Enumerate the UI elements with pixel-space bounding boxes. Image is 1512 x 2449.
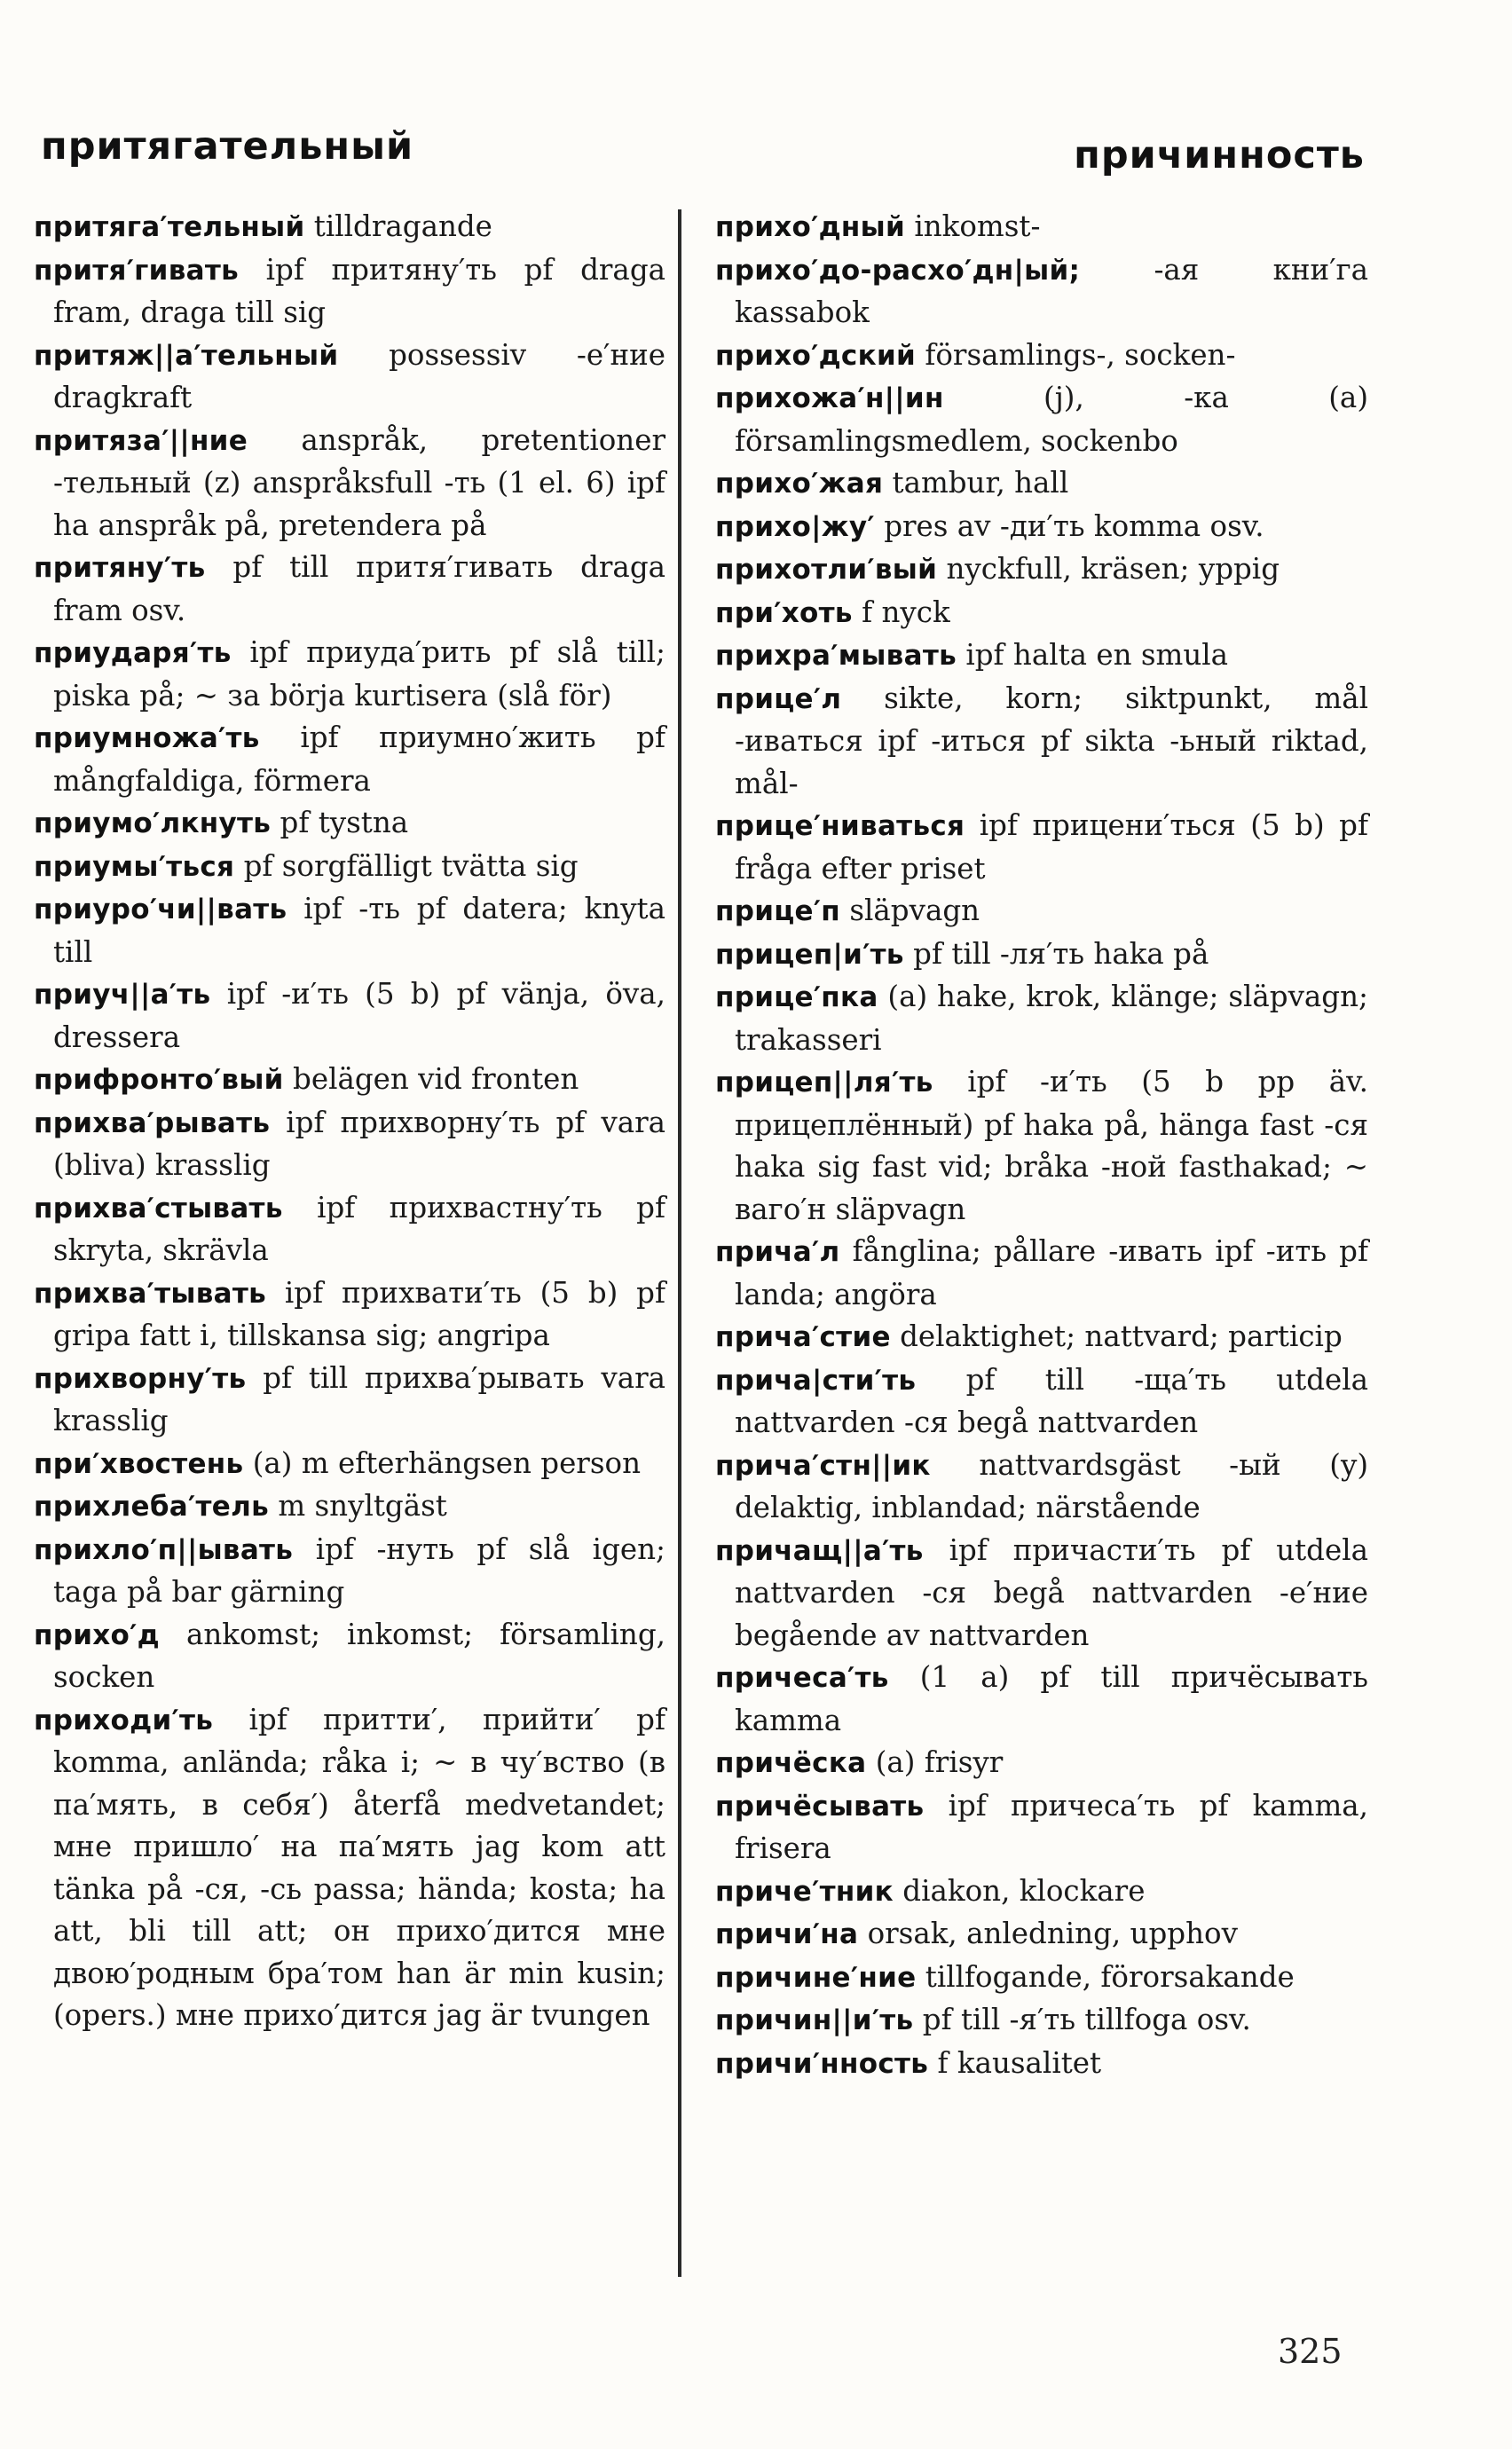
entry-definition: sikte, korn; siktpunkt, mål -иваться ipf -иться pf sikta -ьный riktad, mål- xyxy=(735,681,1368,800)
entry-headword: прихотли′вый xyxy=(715,554,938,586)
entry-definition: (j), -ка (a) församlingsmedlem, sockenbo xyxy=(735,381,1368,458)
entry-headword: прице′пка xyxy=(715,981,878,1013)
entry-headword: притяну′ть xyxy=(34,552,206,584)
dictionary-entry xyxy=(715,1913,1368,1957)
column-divider xyxy=(678,209,681,2277)
entry-headword: приуро′чи||вать xyxy=(34,894,287,925)
entry-headword: прицеп|и′ть xyxy=(715,938,904,971)
entry-definition: ipf притяну′ть pf draga fram, draga till sig xyxy=(53,252,665,329)
dictionary-entry xyxy=(715,249,1368,335)
entry-headword: приударя′ть xyxy=(34,637,232,669)
dictionary-entry xyxy=(715,1231,1368,1316)
dictionary-entry xyxy=(715,377,1368,462)
entry-headword: прихо′дский xyxy=(715,339,916,372)
entry-definition: pf till притя′гивать draga fram osv. xyxy=(53,550,665,627)
entry-definition: församlings-, socken- xyxy=(916,337,1236,372)
entry-headword: причин||и′ть xyxy=(715,2004,914,2036)
right-column xyxy=(715,206,1368,2085)
entry-headword: прихра′мывать xyxy=(715,640,957,672)
dictionary-entry xyxy=(34,206,665,249)
dictionary-entry xyxy=(34,1443,665,1486)
dictionary-entry xyxy=(34,846,665,889)
dictionary-entry xyxy=(715,335,1368,378)
entry-definition: inkomst- xyxy=(905,209,1041,243)
entry-definition: (a) hake, krok, klänge; släpvagn; trakasseri xyxy=(735,980,1368,1057)
entry-headword: причине′ние xyxy=(715,1961,917,1994)
dictionary-entry xyxy=(715,1785,1368,1870)
dictionary-entry xyxy=(715,678,1368,806)
entry-headword: прихва′рывать xyxy=(34,1106,271,1139)
entry-definition: nyckfull, kräsen; yppig xyxy=(937,552,1280,586)
dictionary-entry xyxy=(34,1059,665,1102)
entry-headword: причёсывать xyxy=(715,1790,925,1823)
entry-definition: orsak, anledning, upphov xyxy=(858,1917,1238,1950)
entry-headword: прихло′п||ывать xyxy=(34,1533,294,1566)
entry-definition: släpvagn xyxy=(840,894,980,927)
entry-headword: причащ||а′ть xyxy=(715,1534,924,1567)
dictionary-entry xyxy=(715,1742,1368,1785)
dictionary-entry xyxy=(715,548,1368,592)
entry-headword: приче′тник xyxy=(715,1875,894,1908)
entry-definition: ankomst; inkomst; församling, socken xyxy=(53,1617,665,1694)
entry-definition: tambur, hall xyxy=(883,466,1069,500)
entry-definition: f kausalitet xyxy=(928,2045,1102,2080)
entry-definition: pf till -ля′ть haka på xyxy=(903,936,1209,971)
dictionary-entry xyxy=(34,1358,665,1443)
entry-headword: прихворну′ть xyxy=(34,1362,247,1395)
dictionary-entry xyxy=(34,1614,665,1699)
dictionary-entry xyxy=(34,1187,665,1272)
dictionary-entry xyxy=(715,890,1368,933)
entry-headword: прихожа′н||ин xyxy=(715,382,944,414)
entry-headword: причи′нность xyxy=(715,2047,929,2080)
dictionary-entry xyxy=(34,1272,665,1358)
dictionary-entry xyxy=(715,592,1368,635)
entry-definition: pres av -ди′ть komma osv. xyxy=(874,508,1264,543)
entry-headword: причи′на xyxy=(715,1918,859,1950)
entry-headword: приуч||а′ть xyxy=(34,979,211,1011)
dictionary-entry xyxy=(715,976,1368,1061)
dictionary-entry xyxy=(34,1485,665,1529)
entry-headword: прихва′стывать xyxy=(34,1192,283,1224)
dictionary-entry xyxy=(34,802,665,846)
dictionary-entry xyxy=(34,717,665,802)
left-column xyxy=(34,206,665,2037)
dictionary-entry xyxy=(34,888,665,973)
entry-headword: приумы′ться xyxy=(34,850,235,883)
entry-headword: при′хоть xyxy=(715,596,853,629)
entry-headword: приумножа′ть xyxy=(34,722,260,754)
dictionary-entry xyxy=(715,506,1368,549)
entry-headword: прихо′дный xyxy=(715,211,906,243)
entry-headword: прича|сти′ть xyxy=(715,1364,917,1397)
dictionary-entry xyxy=(34,420,665,547)
entry-definition: ipf прихвастну′ть pf skryta, skrävla xyxy=(53,1190,665,1267)
dictionary-entry xyxy=(715,206,1368,249)
entry-headword: прице′п xyxy=(715,895,841,927)
entry-definition: ipf притти′, прийти′ pf komma, anlända; råka i; ~ в чу′вство (в па′мять, в себя′) återfå medvetandet; мне пришло′ на па′мять jag kom att tänka på -ся, -сь passa; hända; kosta; ha att, bli till att; он прихо′дится мне двою′родным бра′том han är min kusin; (opers.) мне прихо′дится jag är tvungen xyxy=(53,1702,665,2032)
dictionary-entry xyxy=(34,1529,665,1614)
dictionary-entry xyxy=(715,1957,1368,2000)
entry-definition: m snyltgäst xyxy=(269,1489,447,1523)
dictionary-entry xyxy=(715,805,1368,890)
dictionary-entry xyxy=(715,2043,1368,2086)
entry-headword: приходи′ть xyxy=(34,1704,214,1736)
entry-definition: pf till прихва′рывать vara krasslig xyxy=(53,1360,665,1437)
entry-headword: прихо′до-расхо′дн|ый; xyxy=(715,254,1081,287)
entry-definition: ipf прихвати′ть (5 b) pf gripa fatt i, tillskansa sig; angripa xyxy=(53,1275,665,1352)
entry-definition: ipf причасти′ть pf utdela nattvarden -ся begå nattvarden -е′ние begående av nattvarden xyxy=(735,1532,1368,1652)
entry-headword: при′хвостень xyxy=(34,1447,244,1480)
entry-headword: притяза′||ние xyxy=(34,424,248,457)
entry-definition: fånglina; pållare -ивать ipf -ить pf landa; angöra xyxy=(735,1234,1368,1311)
dictionary-entry xyxy=(715,1870,1368,1914)
entry-headword: приумо′лкнуть xyxy=(34,807,272,839)
dictionary-entry xyxy=(34,249,665,335)
entry-definition: ipf прицени′ться (5 b) pf fråga efter priset xyxy=(735,808,1368,886)
entry-definition: ipf приумно′жить pf mångfaldiga, förmera xyxy=(53,721,665,798)
dictionary-entry xyxy=(34,335,665,420)
dictionary-entry xyxy=(715,933,1368,977)
entry-definition: (a) frisyr xyxy=(866,1745,1004,1779)
page-number: 325 xyxy=(1278,2332,1343,2371)
entry-headword: прифронто′вый xyxy=(34,1064,284,1096)
dictionary-entry xyxy=(34,1102,665,1187)
entry-definition: belägen vid fronten xyxy=(283,1062,579,1096)
entry-definition: pf sorgfälligt tvätta sig xyxy=(234,848,579,883)
entry-headword: прихлеба′тель xyxy=(34,1491,269,1523)
entry-definition: -ая кни′га kassabok xyxy=(735,252,1368,329)
entry-definition: anspråk, pretentioner -тельный (z) anspråksfull -ть (1 el. 6) ipf ha anspråk på, pretendera på xyxy=(53,422,665,542)
entry-headword: притяга′тельный xyxy=(34,211,305,243)
entry-definition: possessiv -е′ние dragkraft xyxy=(53,337,665,414)
dictionary-entry xyxy=(715,1359,1368,1445)
entry-headword: притяж||а′тельный xyxy=(34,339,339,372)
entry-definition: tillfogande, förorsakande xyxy=(916,1959,1295,1994)
entry-definition: delaktighet; nattvard; particip xyxy=(890,1319,1343,1353)
entry-definition: (1 a) pf till причёсывать kamma xyxy=(735,1660,1368,1737)
dictionary-entry xyxy=(715,1316,1368,1359)
entry-definition: pf tystna xyxy=(271,806,409,839)
dictionary-entry xyxy=(715,634,1368,678)
entry-headword: причёска xyxy=(715,1747,867,1779)
entry-headword: прихва′тывать xyxy=(34,1277,267,1310)
entry-headword: прича′стн||ик xyxy=(715,1449,931,1482)
running-head-right: причинность xyxy=(1074,133,1365,177)
dictionary-entry xyxy=(715,1999,1368,2043)
entry-definition: ipf halta en smula xyxy=(957,638,1229,672)
entry-headword: прихо′д xyxy=(34,1618,160,1651)
entry-headword: прича′л xyxy=(715,1236,840,1268)
entry-definition: ipf -и′ть (5 b) pf vänja, öva, dressera xyxy=(53,977,665,1054)
dictionary-entry xyxy=(34,547,665,632)
entry-definition: tilldragande xyxy=(304,209,492,243)
entry-headword: причеса′ть xyxy=(715,1662,889,1694)
entry-headword: прича′стие xyxy=(715,1321,891,1353)
entry-definition: f nyck xyxy=(852,595,950,629)
entry-definition: nattvardsgäst -ый (y) delaktig, inblandad; närstående xyxy=(735,1447,1368,1524)
dictionary-entry xyxy=(34,1699,665,2037)
entry-definition: ipf приуда′рить pf slå till; piska på; ~ за börja kurtisera (slå för) xyxy=(53,635,665,713)
dictionary-entry xyxy=(34,973,665,1059)
entry-definition: ipf -ть pf datera; knyta till xyxy=(53,892,665,969)
entry-headword: прицеп||ля′ть xyxy=(715,1067,933,1099)
entry-definition: pf till -я′ть tillfoga osv. xyxy=(913,2003,1251,2036)
entry-headword: прихо′жая xyxy=(715,468,884,500)
entry-definition: (a) m efterhängsen person xyxy=(243,1445,642,1480)
entry-definition: diakon, klockare xyxy=(893,1873,1146,1908)
entry-definition: ipf -нуть pf slå igen; taga på bar gärning xyxy=(53,1532,665,1609)
entry-headword: прихо|жу′ xyxy=(715,510,875,543)
entry-headword: прице′ниваться xyxy=(715,810,965,842)
entry-definition: ipf причеса′ть pf kamma, frisera xyxy=(735,1788,1368,1865)
dictionary-entry xyxy=(715,462,1368,506)
entry-headword: прице′л xyxy=(715,682,842,715)
dictionary-entry xyxy=(715,1445,1368,1530)
entry-definition: ipf прихворну′ть pf vara (bliva) krasslig xyxy=(53,1105,665,1182)
dictionary-entry xyxy=(715,1657,1368,1742)
running-head-left: притягательный xyxy=(41,124,414,169)
entry-definition: ipf -и′ть (5 b pp äv. прицеплённый) pf haka på, hänga fast -ся haka sig fast vid; bråka -ной fasthakad; ~ ваго′н släpvagn xyxy=(735,1065,1368,1226)
dictionary-entry xyxy=(715,1061,1368,1231)
entry-definition: pf till -ща′ть utdela nattvarden -ся begå nattvarden xyxy=(735,1362,1368,1439)
dictionary-entry xyxy=(715,1530,1368,1658)
dictionary-entry xyxy=(34,632,665,717)
entry-headword: притя′гивать xyxy=(34,254,239,287)
